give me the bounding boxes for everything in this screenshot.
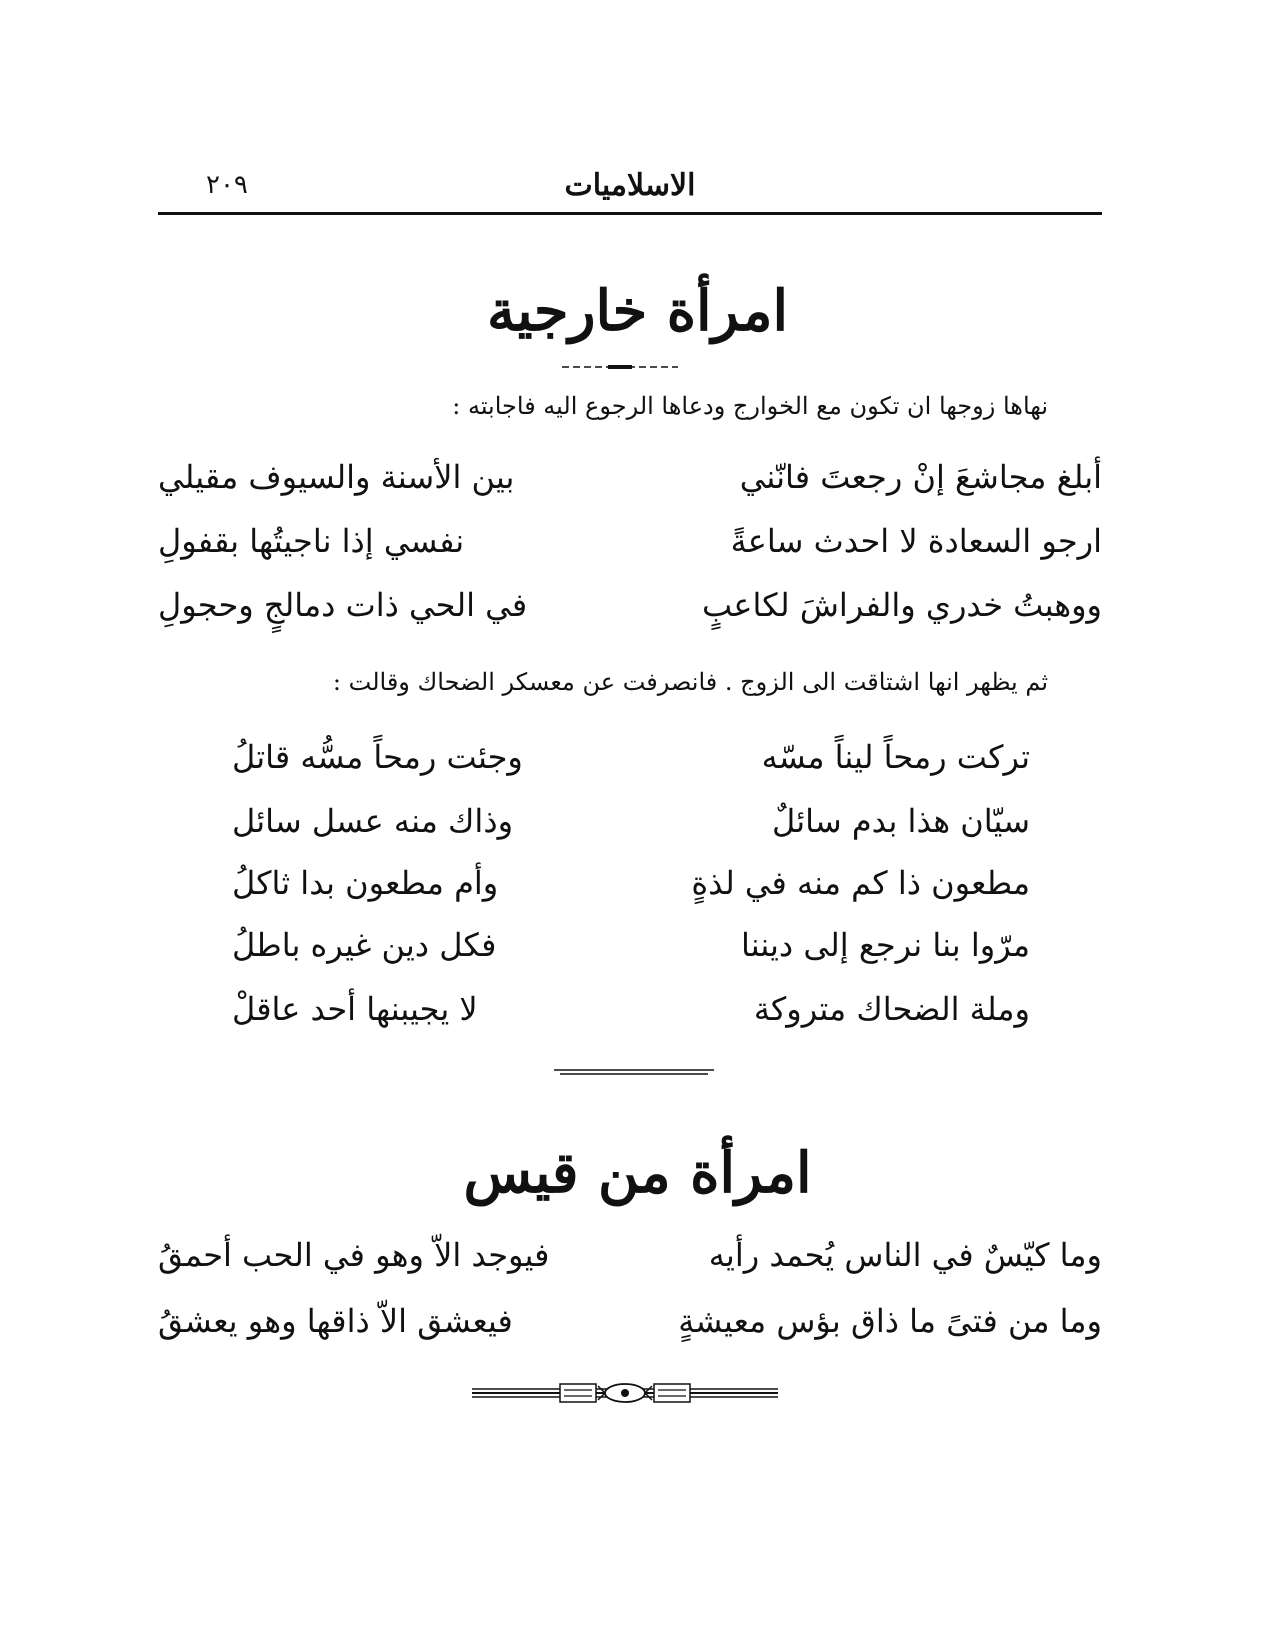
verse-first-hemistich: وما من فتىً ما ذاق بؤس معيشةٍ: [678, 1302, 1102, 1340]
verse-second-hemistich: وجئت رمحاً مسُّه قاتلُ: [232, 738, 523, 776]
verse-first-hemistich: وملة الضحاك متروكة: [753, 990, 1030, 1028]
title-dash-ornament: [562, 364, 678, 370]
verse-first-hemistich: ووهبتُ خدري والفراشَ لكاعبٍ: [701, 586, 1102, 624]
end-ornament: [468, 1380, 782, 1406]
verse-first-hemistich: تركت رمحاً ليناً مسّه: [761, 738, 1030, 776]
verse-line: [158, 1302, 1102, 1340]
page-number: ٢٠٩: [206, 170, 248, 200]
verse-second-hemistich: فيعشق الاّ ذاقها وهو يعشقُ: [158, 1302, 513, 1340]
verse-second-hemistich: وأم مطعون بدا ثاكلُ: [232, 864, 499, 902]
verse-line: [232, 990, 1030, 1028]
verse-second-hemistich: في الحي ذات دمالجٍ وحجولِ: [158, 586, 528, 624]
verse-line: [232, 738, 1030, 776]
verse-second-hemistich: فكل دين غيره باطلُ: [232, 926, 497, 964]
verse-line: [158, 586, 1102, 624]
verse-line: [158, 1236, 1102, 1274]
verse-second-hemistich: لا يجيبنها أحد عاقلْ: [232, 990, 478, 1028]
page-header: [158, 168, 1102, 208]
verse-second-hemistich: بين الأسنة والسيوف مقيلي: [158, 458, 515, 496]
verse-first-hemistich: وما كيّسٌ في الناس يُحمد رأيه: [708, 1236, 1102, 1274]
section-title-qays-woman: امرأة من قيس: [463, 1140, 812, 1206]
verse-first-hemistich: أبلغ مجاشعَ إنْ رجعتَ فانّني: [739, 458, 1102, 496]
verse-line: [158, 458, 1102, 496]
intro-text: نهاها زوجها ان تكون مع الخوارج ودعاها الرجوع اليه فاجابته :: [452, 392, 1048, 420]
verse-second-hemistich: فيوجد الاّ وهو في الحب أحمقُ: [158, 1236, 550, 1274]
header-rule: [158, 212, 1102, 215]
verse-line: [232, 864, 1030, 902]
verse-line: [158, 522, 1102, 560]
verse-line: [232, 802, 1030, 840]
verse-second-hemistich: نفسي إذا ناجيتُها بقفولِ: [158, 522, 465, 560]
section-title-kharijite-woman: امرأة خارجية: [486, 278, 789, 344]
verse-line: [232, 926, 1030, 964]
section-divider: [554, 1068, 714, 1076]
verse-first-hemistich: سيّان هذا بدم سائلٌ: [771, 802, 1030, 840]
verse-first-hemistich: مرّوا بنا نرجع إلى ديننا: [740, 926, 1030, 964]
verse-first-hemistich: ارجو السعادة لا احدث ساعةً: [730, 522, 1102, 560]
running-title: الاسلاميات: [564, 168, 696, 203]
verse-first-hemistich: مطعون ذا كم منه في لذةٍ: [691, 864, 1030, 902]
verse-second-hemistich: وذاك منه عسل سائل: [232, 802, 514, 840]
intro-text-2: ثم يظهر انها اشتاقت الى الزوج . فانصرفت عن معسكر الضحاك وقالت :: [332, 668, 1048, 696]
